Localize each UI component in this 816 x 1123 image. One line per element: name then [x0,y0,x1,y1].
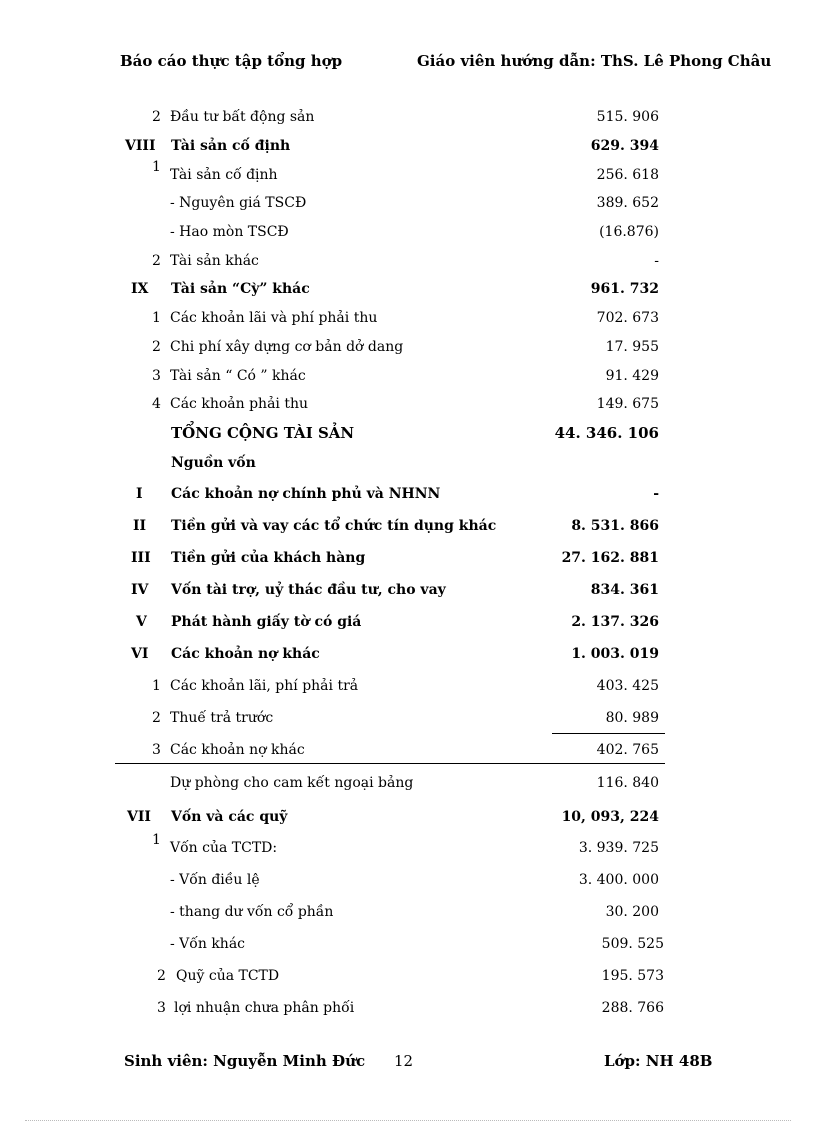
row-label: Tiền gửi và vay các tổ chức tín dụng khác [171,518,497,534]
row-number: VIII [125,138,156,154]
row-value: 256. 618 [596,167,659,183]
row-value: 3. 939. 725 [578,840,659,856]
row-value: - [654,253,659,269]
row-label: Vốn của TCTD: [170,840,278,856]
row-label: Dự phòng cho cam kết ngoại bảng [170,775,414,791]
row-value: 2. 137. 326 [571,614,659,630]
row-label: - Nguyên giá TSCĐ [170,195,307,211]
row-number: 1 [152,159,161,175]
table-row [0,611,816,633]
row-value: 961. 732 [590,281,659,297]
row-value: - [653,486,659,502]
row-number: V [136,614,147,630]
table-row [0,675,816,697]
footer-student: Sinh viên: Nguyễn Minh Đức [124,1052,366,1070]
table-row [0,806,816,828]
row-label: Tài sản cố định [171,138,291,154]
row-value: 403. 425 [596,678,659,694]
row-label: Phát hành giấy tờ có giá [171,614,362,630]
row-number: 1 [152,832,161,848]
row-value: 702. 673 [596,310,659,326]
table-row [0,307,816,329]
row-value: 629. 394 [590,138,659,154]
row-label: - Vốn điều lệ [170,872,260,888]
row-value: 288. 766 [601,1000,664,1016]
table-row [0,192,816,214]
row-value: 30. 200 [605,904,659,920]
row-label: Tài sản “ Có ” khác [170,368,306,384]
row-value: 10, 093, 224 [561,809,659,825]
table-row [0,106,816,128]
row-number: 2 [152,710,161,726]
table-row [0,515,816,537]
table-row [0,135,816,157]
row-number: 3 [157,1000,166,1016]
table-row [0,547,816,569]
row-label: - Vốn khác [170,936,246,952]
table-row [0,365,816,387]
row-label: lợi nhuận chưa phân phối [174,1000,355,1016]
row-value: 116. 840 [596,775,659,791]
row-label: Đầu tư bất động sản [170,109,315,125]
row-number: 3 [152,742,161,758]
row-value: 515. 906 [596,109,659,125]
row-label: - Hao mòn TSCĐ [170,224,289,240]
row-label: Tài sản cố định [170,167,278,183]
bottom-dotted-line [25,1120,791,1121]
row-number: IV [131,582,149,598]
row-label: Tài sản khác [170,253,259,269]
table-row [0,452,816,474]
table-row [0,393,816,415]
row-number: 2 [152,339,161,355]
row-value: 1. 003. 019 [571,646,659,662]
row-value: 17. 955 [605,339,659,355]
short-rule [552,733,665,734]
row-label: Các khoản lãi, phí phải trả [170,678,359,694]
table-row [0,772,816,794]
row-value: 91. 429 [605,368,659,384]
row-label: Các khoản lãi và phí phải thu [170,310,378,326]
page-number: 12 [394,1052,414,1070]
table-row [0,221,816,243]
table-row [0,869,816,891]
row-label: Tiền gửi của khách hàng [171,550,366,566]
footer-class: Lớp: NH 48B [604,1052,713,1070]
row-value: 8. 531. 866 [571,518,659,534]
row-label: Các khoản phải thu [170,396,309,412]
header-right: Giáo viên hướng dẫn: ThS. Lê Phong Châu [417,52,772,70]
table-row [0,278,816,300]
table-row [0,997,816,1019]
row-number: 4 [152,396,161,412]
row-value: (16.876) [599,224,659,240]
row-label: Các khoản nợ khác [170,742,305,758]
table-row [0,579,816,601]
table-row [0,160,816,182]
row-label: Vốn tài trợ, uỷ thác đầu tư, cho vay [171,582,446,598]
row-value: 389. 652 [596,195,659,211]
row-number: III [131,550,151,566]
row-number: 1 [152,310,161,326]
row-value: 509. 525 [601,936,664,952]
table-row [0,739,816,761]
table-row [0,250,816,272]
row-value: 834. 361 [590,582,659,598]
long-rule [115,763,665,764]
table-row [0,643,816,665]
row-number: IX [131,281,149,297]
row-number: 2 [152,253,161,269]
row-label: Nguồn vốn [171,455,256,471]
row-number: I [136,486,143,502]
row-number: VII [127,809,151,825]
row-number: 2 [152,109,161,125]
header-left: Báo cáo thực tập tổng hợp [120,52,343,70]
table-row [0,483,816,505]
row-value: 402. 765 [596,742,659,758]
row-number: 2 [157,968,166,984]
table-row [0,965,816,987]
row-label: TỔNG CỘNG TÀI SẢN [171,424,355,442]
row-number: VI [131,646,149,662]
row-label: Các khoản nợ khác [171,646,320,662]
row-label: Các khoản nợ chính phủ và NHNN [171,486,441,502]
row-value: 44. 346. 106 [554,424,659,442]
table-row [0,707,816,729]
row-label: Vốn và các quỹ [171,809,288,825]
row-label: Tài sản “Cỳ” khác [171,281,310,297]
table-row [0,933,816,955]
row-value: 80. 989 [605,710,659,726]
row-value: 3. 400. 000 [578,872,659,888]
row-number: II [133,518,147,534]
row-value: 149. 675 [596,396,659,412]
table-row [0,422,816,444]
table-row [0,833,816,855]
table-row [0,336,816,358]
row-value: 27. 162. 881 [561,550,659,566]
row-value: 195. 573 [601,968,664,984]
table-row [0,901,816,923]
row-label: Quỹ của TCTD [176,968,280,984]
row-label: Chi phí xây dựng cơ bản dở dang [170,339,404,355]
row-label: Thuế trả trước [170,710,274,726]
row-number: 1 [152,678,161,694]
row-label: - thang dư vốn cổ phần [170,904,334,920]
row-number: 3 [152,368,161,384]
